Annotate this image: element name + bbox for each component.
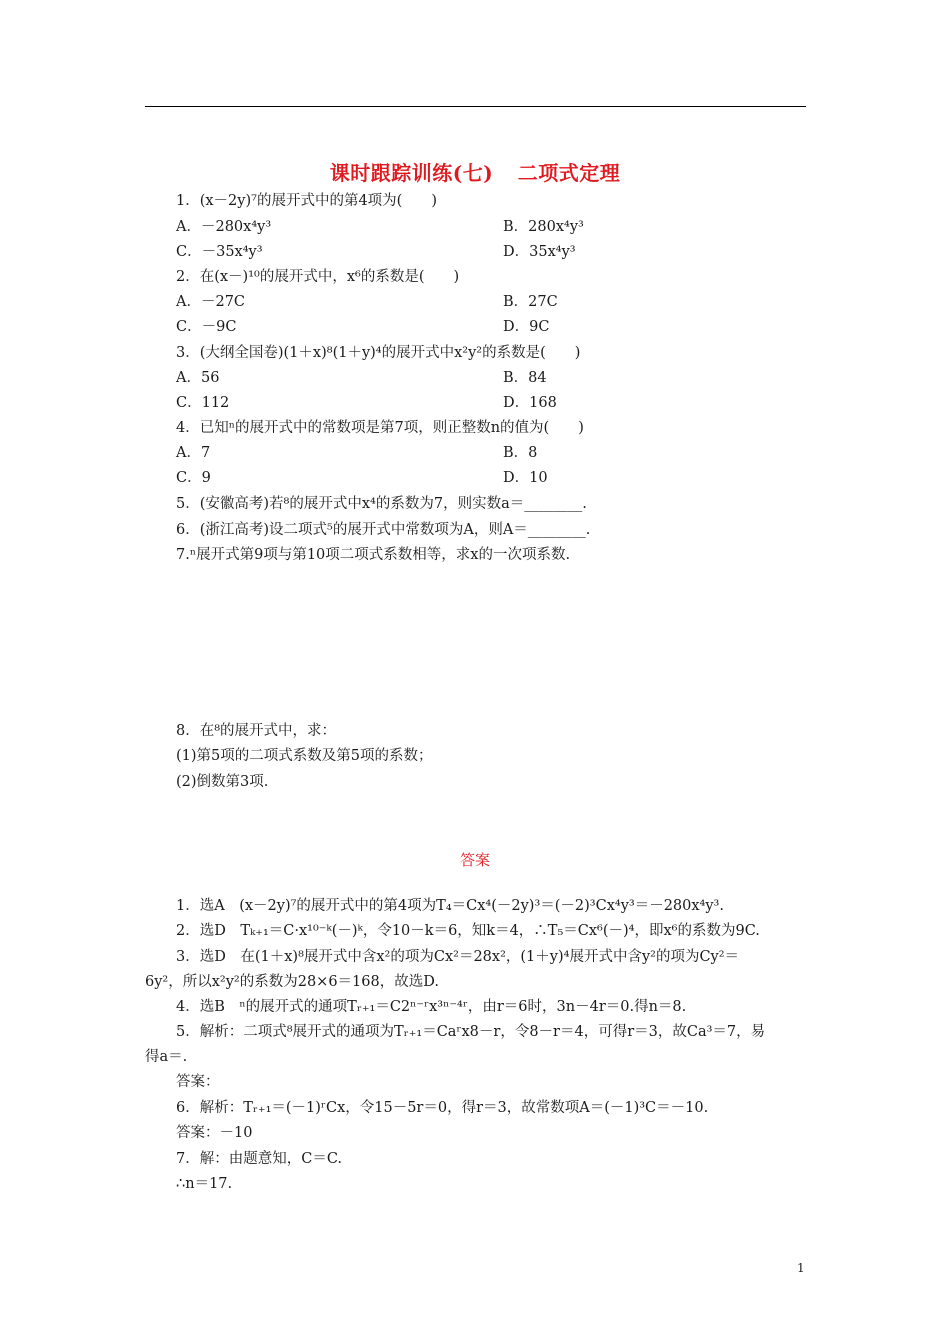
answer-6: 6．解析：Tᵣ₊₁＝(－1)ʳCx，令15－5r＝0，得r＝3，故常数项A＝(－1)³C＝－10.: [176, 1100, 709, 1116]
question-1: 1．(x－2y)⁷的展开式中的第4项为( ): [176, 193, 437, 209]
q1-option-b: B．280x⁴y³: [503, 219, 584, 235]
q2-option-d: D．9C: [503, 319, 550, 335]
title-part2: 二项式定理: [517, 161, 621, 185]
q2-option-c: C．－9C: [176, 319, 237, 335]
q1-option-d: D．35x⁴y³: [503, 244, 576, 260]
question-5: 5．(安徽高考)若⁸的展开式中x⁴的系数为7，则实数a＝________.: [176, 496, 587, 512]
answer-3-line-2: 6y²，所以x²y²的系数为28×6＝168，故选D.: [145, 974, 439, 990]
q4-option-b: B．8: [503, 445, 538, 461]
q4-option-c: C．9: [176, 470, 211, 486]
question-3: 3．(大纲全国卷)(1＋x)⁸(1＋y)⁴的展开式中x²y²的系数是( ): [176, 345, 581, 361]
answer-3-line-1: 3．选D 在(1＋x)⁸展开式中含x²的项为Cx²＝28x²，(1＋y)⁴展开式中含y²的项为Cy²＝: [176, 949, 740, 965]
answers-heading: 答案: [459, 851, 490, 869]
q2-option-b: B．27C: [503, 294, 558, 310]
q3-option-b: B．84: [503, 370, 547, 386]
answer-7-line-2: ∴n＝17.: [176, 1176, 233, 1192]
question-8-part-2: (2)倒数第3项.: [176, 774, 269, 790]
q3-option-c: C．112: [176, 395, 230, 411]
question-2: 2．在(x－)¹⁰的展开式中，x⁶的系数是( ): [176, 269, 460, 285]
header-rule: [145, 106, 806, 107]
answer-7-line-1: 7．解：由题意知，C＝C.: [176, 1151, 343, 1167]
question-7: 7.ⁿ展开式第9项与第10项二项式系数相等，求x的一次项系数.: [176, 547, 571, 563]
q2-option-a: A．－27C: [176, 294, 246, 310]
q1-option-c: C．－35x⁴y³: [176, 244, 263, 260]
question-4: 4．已知ⁿ的展开式中的常数项是第7项，则正整数n的值为( ): [176, 420, 584, 436]
page-title: [0, 157, 950, 186]
answer-5-line-2: 得a＝.: [145, 1049, 188, 1065]
question-8-part-1: (1)第5项的二项式系数及第5项的系数；: [176, 748, 433, 764]
q4-option-d: D．10: [503, 470, 548, 486]
q3-option-d: D．168: [503, 395, 557, 411]
answer-5-result: 答案：: [176, 1074, 220, 1090]
q1-option-a: A．－280x⁴y³: [176, 219, 272, 235]
answer-1: 1．选A (x－2y)⁷的展开式中的第4项为T₄＝Cx⁴(－2y)³＝(－2)³Cx⁴y³＝－280x⁴y³.: [176, 898, 724, 914]
q4-option-a: A．7: [176, 445, 211, 461]
title-part1: 课时跟踪训练(七): [329, 161, 494, 185]
question-6: 6．(浙江高考)设二项式⁵的展开式中常数项为A，则A＝________.: [176, 522, 591, 538]
q3-option-a: A．56: [176, 370, 220, 386]
answer-4: 4．选B ⁿ的展开式的通项Tᵣ₊₁＝C2ⁿ⁻ʳx³ⁿ⁻⁴ʳ，由r＝6时，3n－4r＝0.得n＝8.: [176, 999, 687, 1015]
answer-6-result: 答案：－10: [176, 1125, 253, 1141]
page-number: 1: [797, 1261, 805, 1275]
question-8: 8．在⁸的展开式中，求：: [176, 723, 337, 739]
answer-2: 2．选D Tₖ₊₁＝C·x¹⁰⁻ᵏ(－)ᵏ，令10－k＝6，知k＝4，∴T₅＝Cx⁶(－)⁴，即x⁶的系数为9C.: [176, 923, 760, 939]
answer-5-line-1: 5．解析：二项式⁸展开式的通项为Tᵣ₊₁＝Caʳx8－r，令8－r＝4，可得r＝3，故Ca³＝7，易: [176, 1024, 766, 1040]
